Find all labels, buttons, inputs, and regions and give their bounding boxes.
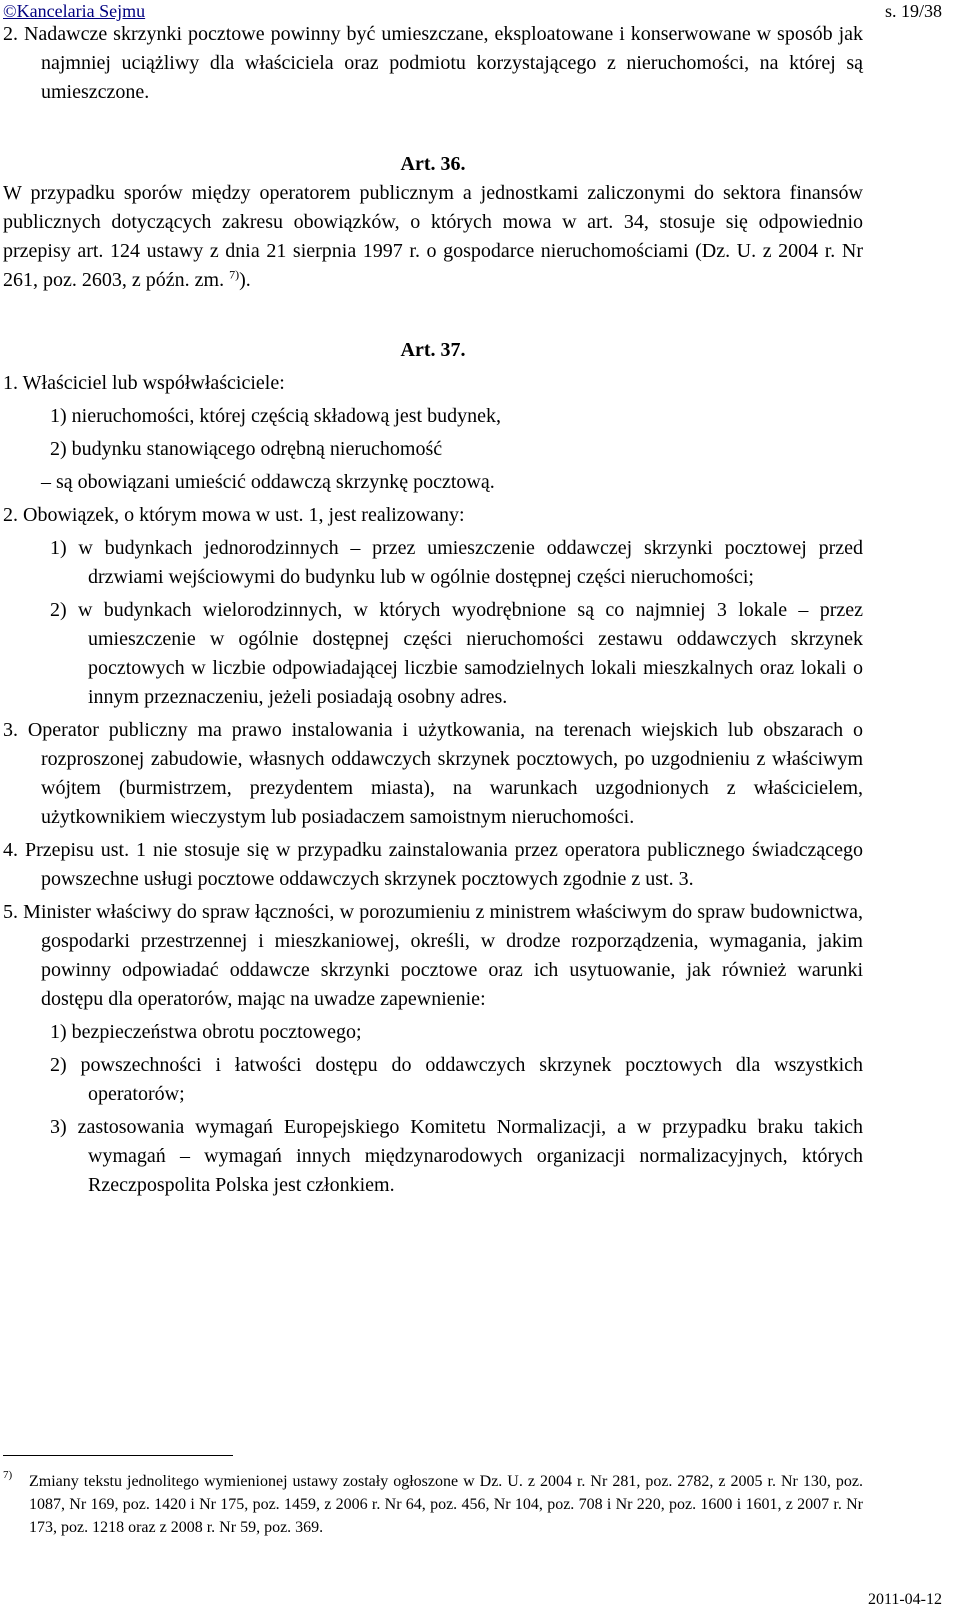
- footnote-separator: [3, 1455, 233, 1456]
- page-number: s. 19/38: [884, 1, 942, 21]
- list-item: 1) bezpieczeństwa obrotu pocztowego;: [50, 1021, 362, 1043]
- article-37-para-3: 3. Operator publiczny ma prawo instalowania i użytkowania, na terenach wiejskich lub obszarach o rozproszonej zabudowie, własnych oddawczych skrzynek pocztowych, po uzgodnieniu z właściwym wójtem (burmistrzem, prezydentem miasta), na warunkach uzgodnionych z właścicielem, użytkownikiem wieczystym lub posiadaczem samoistnym nieruchomości.: [3, 719, 863, 828]
- intro-paragraph: 2. Nadawcze skrzynki pocztowe powinny być umieszczane, eksploatowane i konserwowane w sposób jak najmniej uciążliwy dla właściciela oraz podmiotu korzystającego z nieruchomości, na której są umieszczone.: [3, 23, 863, 103]
- list-item: 2) budynku stanowiącego odrębną nieruchomość: [50, 438, 443, 460]
- footnote-text: Zmiany tekstu jednolitego wymienionej ustawy zostały ogłoszone w Dz. U. z 2004 r. Nr 281, poz. 2782, z 2005 r. Nr 130, poz. 1087, Nr 169, poz. 1420 i Nr 175, poz. 1459, z 2006 r. Nr 64, poz. 456, Nr 104, poz. 708 i Nr 220, poz. 1600 i 1601, z 2007 r. Nr 173, poz. 1218 oraz z 2008 r. Nr 59, poz. 369.: [29, 1473, 863, 1536]
- article-36-close: ).: [239, 269, 251, 291]
- article-37-para-5: 5. Minister właściwy do spraw łączności, w porozumieniu z ministrem właściwym do spraw budownictwa, gospodarki przestrzennej i mieszkaniowej, określi, w drodze rozporządzenia, wymagania, jakim powinny odpowiadać oddawcze skrzynki pocztowe oraz ich usytuowanie, jak również warunki dostępu dla operatorów, mając na uwadze zapewnienie:: [3, 901, 863, 1010]
- footnote-mark: 7): [3, 1469, 13, 1481]
- list-item: 2) w budynkach wielorodzinnych, w których wyodrębnione są co najmniej 3 lokale – przez umieszczenie w ogólnie dostępnej części nieruchomości zestawu oddawczych skrzynek pocztowych w liczbie odpowiadającej liczbie samodzielnych lokali mieszkalnych oraz lokali o innym przeznaczeniu, jeżeli posiadają osobny adres.: [50, 599, 863, 708]
- article-37-para-4: 4. Przepisu ust. 1 nie stosuje się w przypadku zainstalowania przez operatora publicznego świadczącego powszechne usługi pocztowe oddawczych skrzynek pocztowych zgodnie z ust. 3.: [3, 839, 863, 890]
- copyright-link[interactable]: ©Kancelaria Sejmu: [3, 1, 146, 21]
- list-item: 2) powszechności i łatwości dostępu do oddawczych skrzynek pocztowych dla wszystkich operatorów;: [50, 1054, 863, 1105]
- article-37-para-1-tail: – są obowiązani umieścić oddawczą skrzynkę pocztową.: [41, 471, 495, 493]
- footnote: [3, 1470, 863, 1539]
- article-36-text: [3, 179, 863, 295]
- article-37-title: Art. 37.: [400, 339, 466, 361]
- footer-date: 2011-04-12: [867, 1591, 942, 1608]
- article-36-body: W przypadku sporów między operatorem publicznym a jednostkami zaliczonymi do sektora finansów publicznych dotyczących zakresu obowiązków, o których mowa w art. 34, stosuje się odpowiednio przepisy art. 124 ustawy z dnia 21 sierpnia 1997 r. o gospodarce nieruchomościami (Dz. U. z 2004 r. Nr 261, poz. 2603, z późn. zm.: [3, 182, 863, 291]
- footnote-reference[interactable]: 7): [229, 267, 240, 282]
- list-item: 1) w budynkach jednorodzinnych – przez umieszczenie oddawczej skrzynki pocztowej przed drzwiami wejściowymi do budynku lub w ogólnie dostępnej części nieruchomości;: [50, 537, 863, 588]
- list-item: 1) nieruchomości, której częścią składową jest budynek,: [50, 405, 501, 427]
- article-37-para-2: 2. Obowiązek, o którym mowa w ust. 1, jest realizowany:: [3, 504, 465, 526]
- list-item: 3) zastosowania wymagań Europejskiego Komitetu Normalizacji, a w przypadku braku takich wymagań – wymagań innych międzynarodowych organizacji normalizacyjnych, których Rzeczpospolita Polska jest członkiem.: [50, 1116, 863, 1196]
- article-37-para-1: 1. Właściciel lub współwłaściciele:: [3, 372, 285, 394]
- page-header: [3, 0, 942, 22]
- article-36-title: Art. 36.: [400, 153, 466, 175]
- document-body: [3, 20, 863, 1200]
